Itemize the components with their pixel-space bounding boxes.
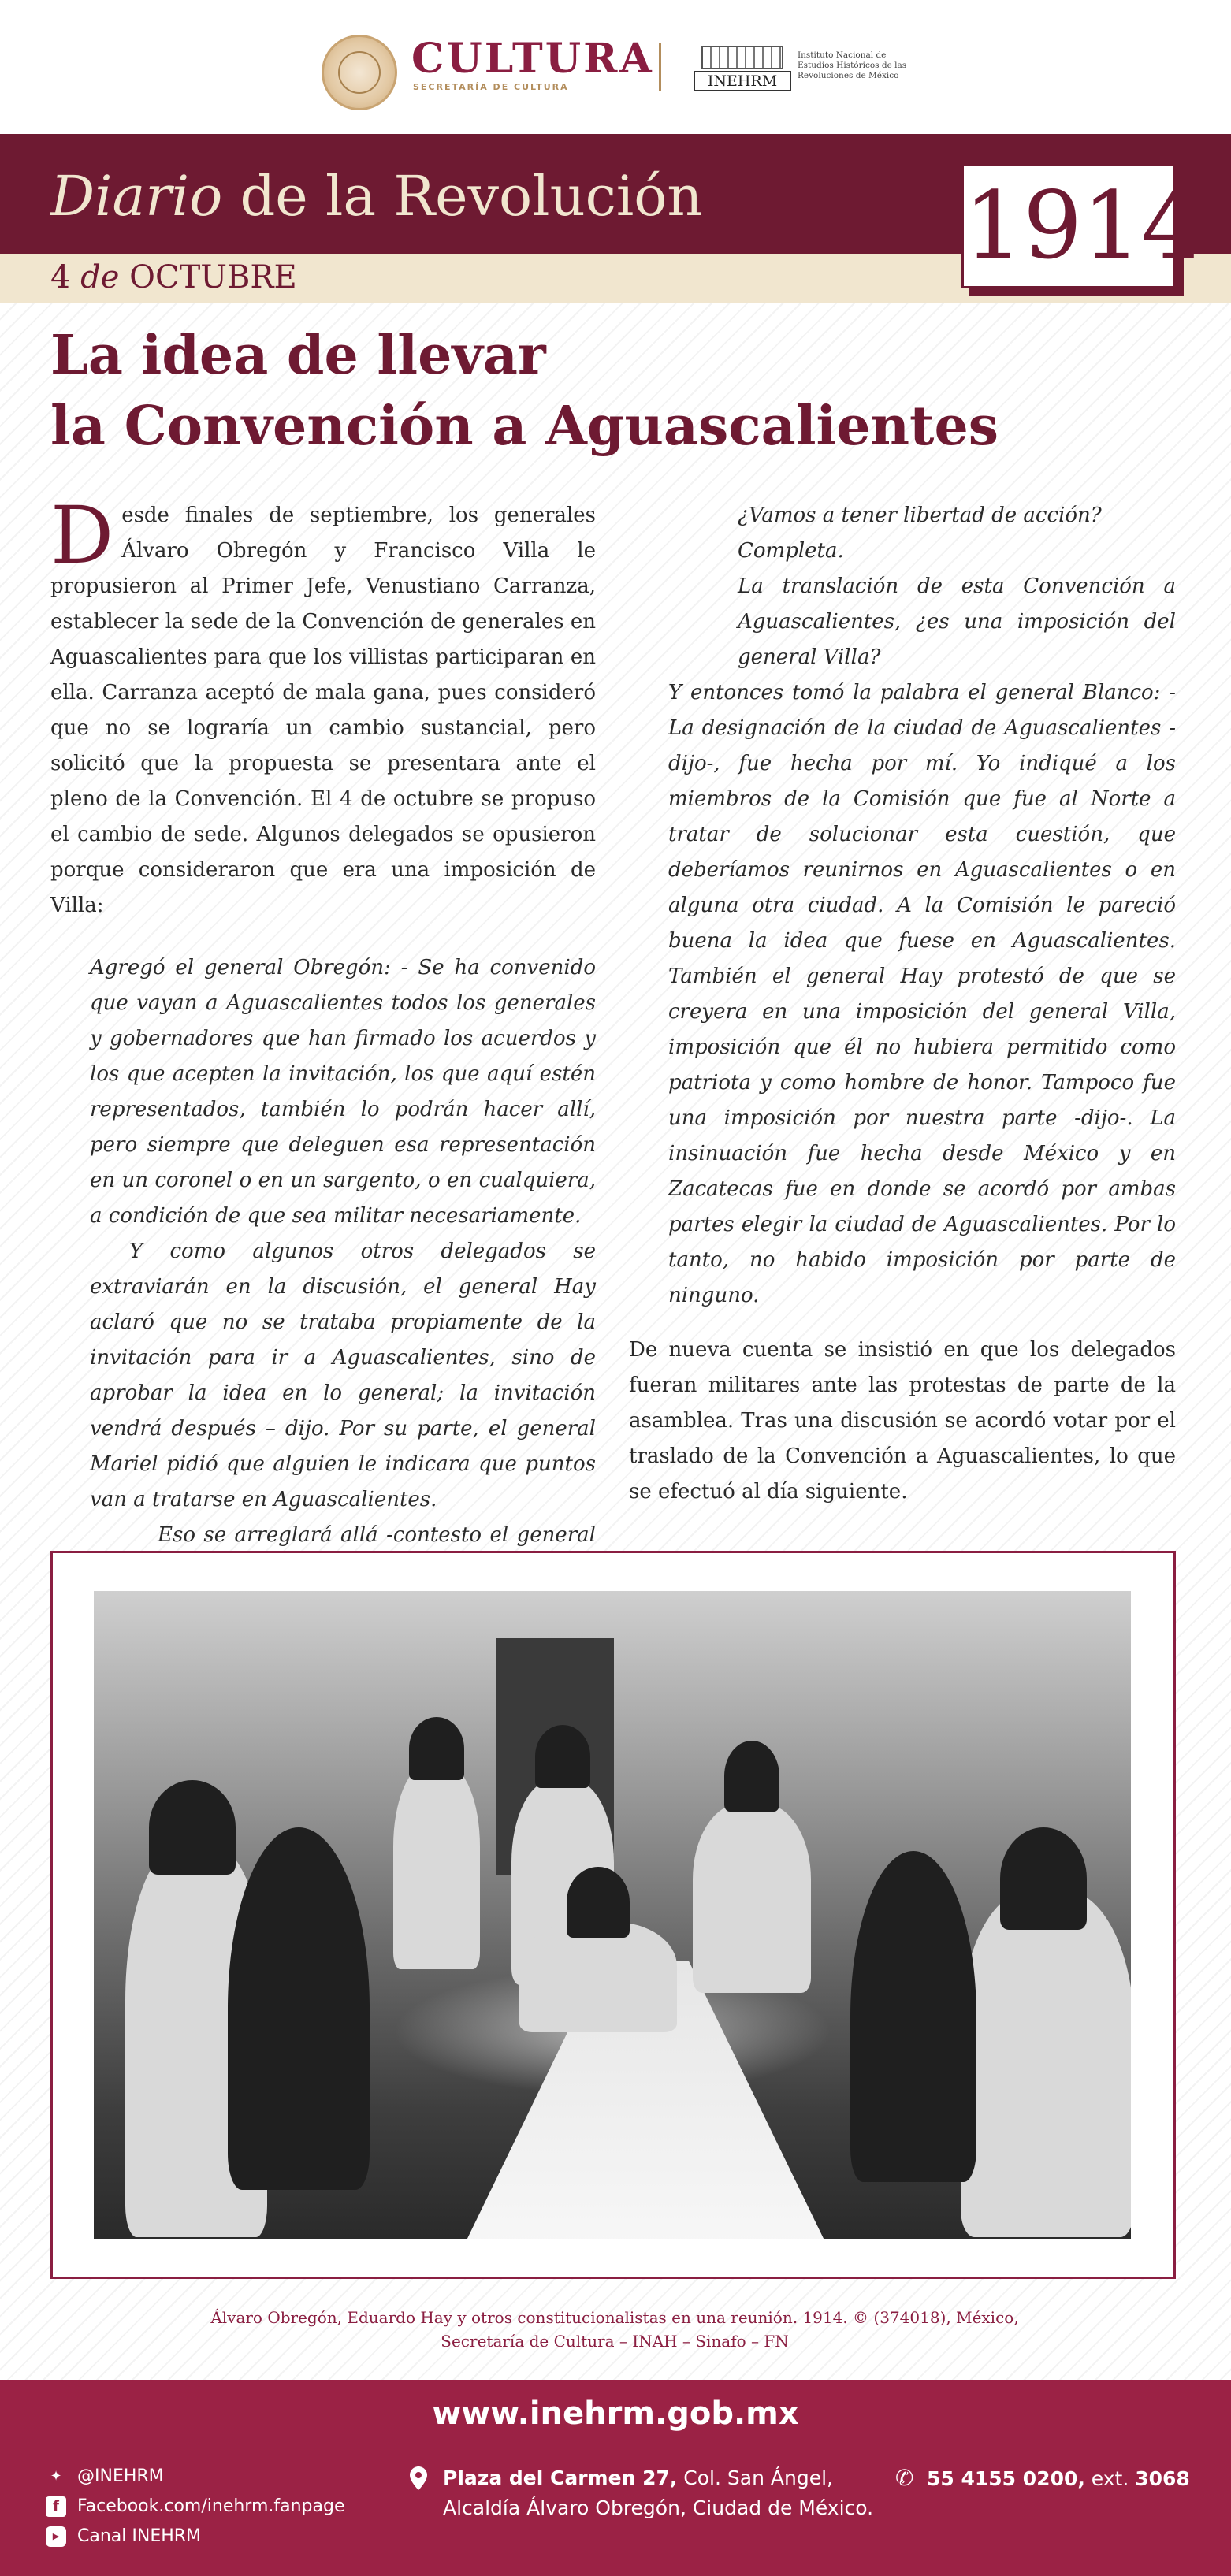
photo-figure bbox=[228, 1827, 370, 2190]
photo-figure bbox=[567, 1867, 630, 1938]
photo-figure bbox=[1000, 1827, 1087, 1930]
page-title bbox=[50, 164, 702, 229]
historic-photo bbox=[94, 1591, 1131, 2239]
photo-figure bbox=[693, 1804, 811, 1993]
issue-date-day: 4 bbox=[50, 259, 71, 296]
photo-caption-line-1: Álvaro Obregón, Eduardo Hay y otros constitucionalistas en una reunión. 1914. © (374018), México, bbox=[210, 2308, 1019, 2327]
photo-figure bbox=[850, 1851, 976, 2182]
intro-text: esde finales de septiembre, los generales Álvaro Obregón y Francisco Villa le propusieron al Primer Jefe, Venustiano Carranza, establecer la sede de la Convención de generales en Aguascalientes para que los villistas participaran en ella. Carranza aceptó de mala gana, pues consideró que no se lograría un cambio sustancial, pero solicitó que la propuesta se presentara ante el pleno de la Convención. El 4 de octubre se propuso el cambio de sede. Algunos delegados se opusieron porque consideraron que era una imposición de Villa: bbox=[50, 504, 596, 917]
phone[interactable] bbox=[895, 2463, 1190, 2494]
facebook-link[interactable] bbox=[46, 2492, 345, 2522]
headline bbox=[50, 320, 1075, 462]
youtube-link[interactable] bbox=[46, 2522, 345, 2552]
cultura-logo-subtitle: SECRETARÍA DE CULTURA bbox=[413, 82, 569, 92]
photo-figure bbox=[724, 1741, 779, 1812]
photo-figure bbox=[519, 1922, 677, 2032]
phone-icon: ✆ bbox=[895, 2465, 914, 2491]
footer bbox=[0, 2380, 1231, 2576]
page-title-rest: de la Revolución bbox=[222, 164, 703, 229]
quote-answer-complete: Completa. bbox=[738, 539, 844, 563]
phone-ext-label: ext. bbox=[1084, 2467, 1136, 2490]
inehrm-name-line-2: Estudios Históricos de las bbox=[798, 61, 907, 70]
photo-caption-line-2: Secretaría de Cultura – INAH – Sinafo – FN bbox=[441, 2332, 789, 2351]
issue-date-month: OCTUBRE bbox=[129, 259, 297, 296]
photo-figure bbox=[149, 1780, 236, 1875]
intro-paragraph bbox=[50, 489, 596, 924]
social-links bbox=[46, 2462, 345, 2552]
article-column-right bbox=[629, 498, 1176, 1510]
photo-figure bbox=[409, 1717, 464, 1780]
youtube-icon: ▶ bbox=[46, 2526, 66, 2547]
facebook-url: Facebook.com/inehrm.fanpage bbox=[77, 2496, 345, 2516]
seal-inner-ring bbox=[338, 51, 381, 94]
article bbox=[0, 303, 1231, 2380]
address-street: Plaza del Carmen 27, bbox=[443, 2466, 678, 2489]
article-column-left bbox=[50, 489, 596, 1589]
inehrm-full-name bbox=[798, 50, 924, 81]
phone-number: 55 4155 0200, bbox=[927, 2467, 1085, 2490]
closing-paragraph: De nueva cuenta se insistió en que los delegados fueran militares ante las protestas de parte de la asamblea. Tras una discusión se acordó votar por el traslado de la Convención a Aguascalientes, lo que se efectuó al día siguiente. bbox=[629, 1338, 1176, 1504]
address-text bbox=[443, 2463, 873, 2523]
inehrm-name-line-3: Revoluciones de México bbox=[798, 71, 899, 80]
photo-caption bbox=[142, 2306, 1088, 2353]
quote-question-imposition: La translación de esta Convención a Aguascalientes, ¿es una imposición del general Villa? bbox=[738, 574, 1176, 669]
mexican-coat-of-arms-icon bbox=[322, 35, 397, 110]
logo-header bbox=[0, 0, 1231, 134]
address-line-2: Alcaldía Álvaro Obregón, Ciudad de México. bbox=[443, 2496, 874, 2519]
website-link[interactable]: www.inehrm.gob.mx bbox=[432, 2396, 799, 2432]
quote-obregon-reply: Eso se arreglará allá -contesto el general bbox=[158, 1523, 596, 1547]
inehrm-logo bbox=[694, 46, 791, 90]
twitter-icon: ✦ bbox=[50, 2468, 62, 2485]
headline-line-2: la Convención a Aguascalientes bbox=[50, 395, 999, 458]
year-badge: 1914 bbox=[961, 164, 1176, 288]
logo-divider bbox=[659, 43, 661, 91]
inehrm-logo-word: INEHRM bbox=[694, 71, 791, 91]
quote-question-freedom: ¿Vamos a tener libertad de acción? bbox=[738, 504, 1102, 527]
address-line-1 bbox=[443, 2463, 873, 2493]
cultura-logo-title: CULTURA bbox=[411, 35, 654, 83]
photo-figure bbox=[535, 1725, 590, 1788]
quote-obregon: Agregó el general Obregón: - Se ha convenido que vayan a Aguascalientes todos los generales y gobernadores que han firmado los acuerdos y los que acepten la invitación, los que aquí estén representados, también lo podrán hacer allí, pero siempre que deleguen esa representación en un coronel o en un sargento, o en cualquiera, a condición de que sea militar necesariamente. bbox=[90, 956, 596, 1228]
facebook-icon: f bbox=[46, 2496, 66, 2517]
photo-figure bbox=[961, 1890, 1131, 2237]
twitter-handle: @INEHRM bbox=[77, 2466, 164, 2486]
quote-hay: Y como algunos otros delegados se extraviarán en la discusión, el general Hay aclaró que no se trataba propiamente de la invitación para ir a Aguascalientes, sino de aprobar la idea en lo general; la invitación vendrá después – dijo. Por su parte, el general Mariel pidió que alguien le indicara que puntos van a tratarse en Aguascalientes. bbox=[90, 1240, 596, 1511]
headline-line-1: La idea de llevar bbox=[50, 324, 546, 387]
issue-date-de: de bbox=[80, 259, 120, 296]
inehrm-building-icon bbox=[701, 46, 783, 69]
quote-blanco: Y entonces tomó la palabra el general Blanco: -La designación de la ciudad de Aguascalientes -dijo-, fue hecha por mí. Yo indiqué a los miembros de la Comisión que fue al Norte a tratar de solucionar esta cuestión, que deberíamos reunirnos en Aguascalientes o en alguna otra ciudad. A la Comisión le pareció buena la idea que fuese en Aguascalientes. También el general Hay protestó de que se creyera en una imposición del general Villa, imposición que él no hubiera permitido como patriota y como hombre de honor. Tampoco fue una imposición por nuestra parte -dijo-. La insinuación fue hecha desde México y en Zacatecas fue en donde se acordó por ambas partes elegir la ciudad de Aguascalientes. Por lo tanto, no habido imposición por parte de ninguno. bbox=[668, 681, 1176, 1307]
drop-cap: D bbox=[50, 489, 114, 582]
twitter-link[interactable] bbox=[46, 2462, 345, 2492]
phone-ext: 3068 bbox=[1135, 2467, 1190, 2490]
issue-date bbox=[50, 259, 297, 296]
address-colonia: Col. San Ángel, bbox=[677, 2466, 833, 2489]
photo-figure bbox=[393, 1764, 480, 1969]
location-pin-icon bbox=[410, 2466, 427, 2490]
youtube-channel: Canal INEHRM bbox=[77, 2526, 202, 2546]
photo-frame bbox=[50, 1551, 1176, 2279]
page-title-italic: Diario bbox=[50, 164, 223, 229]
inehrm-name-line-1: Instituto Nacional de bbox=[798, 50, 887, 60]
